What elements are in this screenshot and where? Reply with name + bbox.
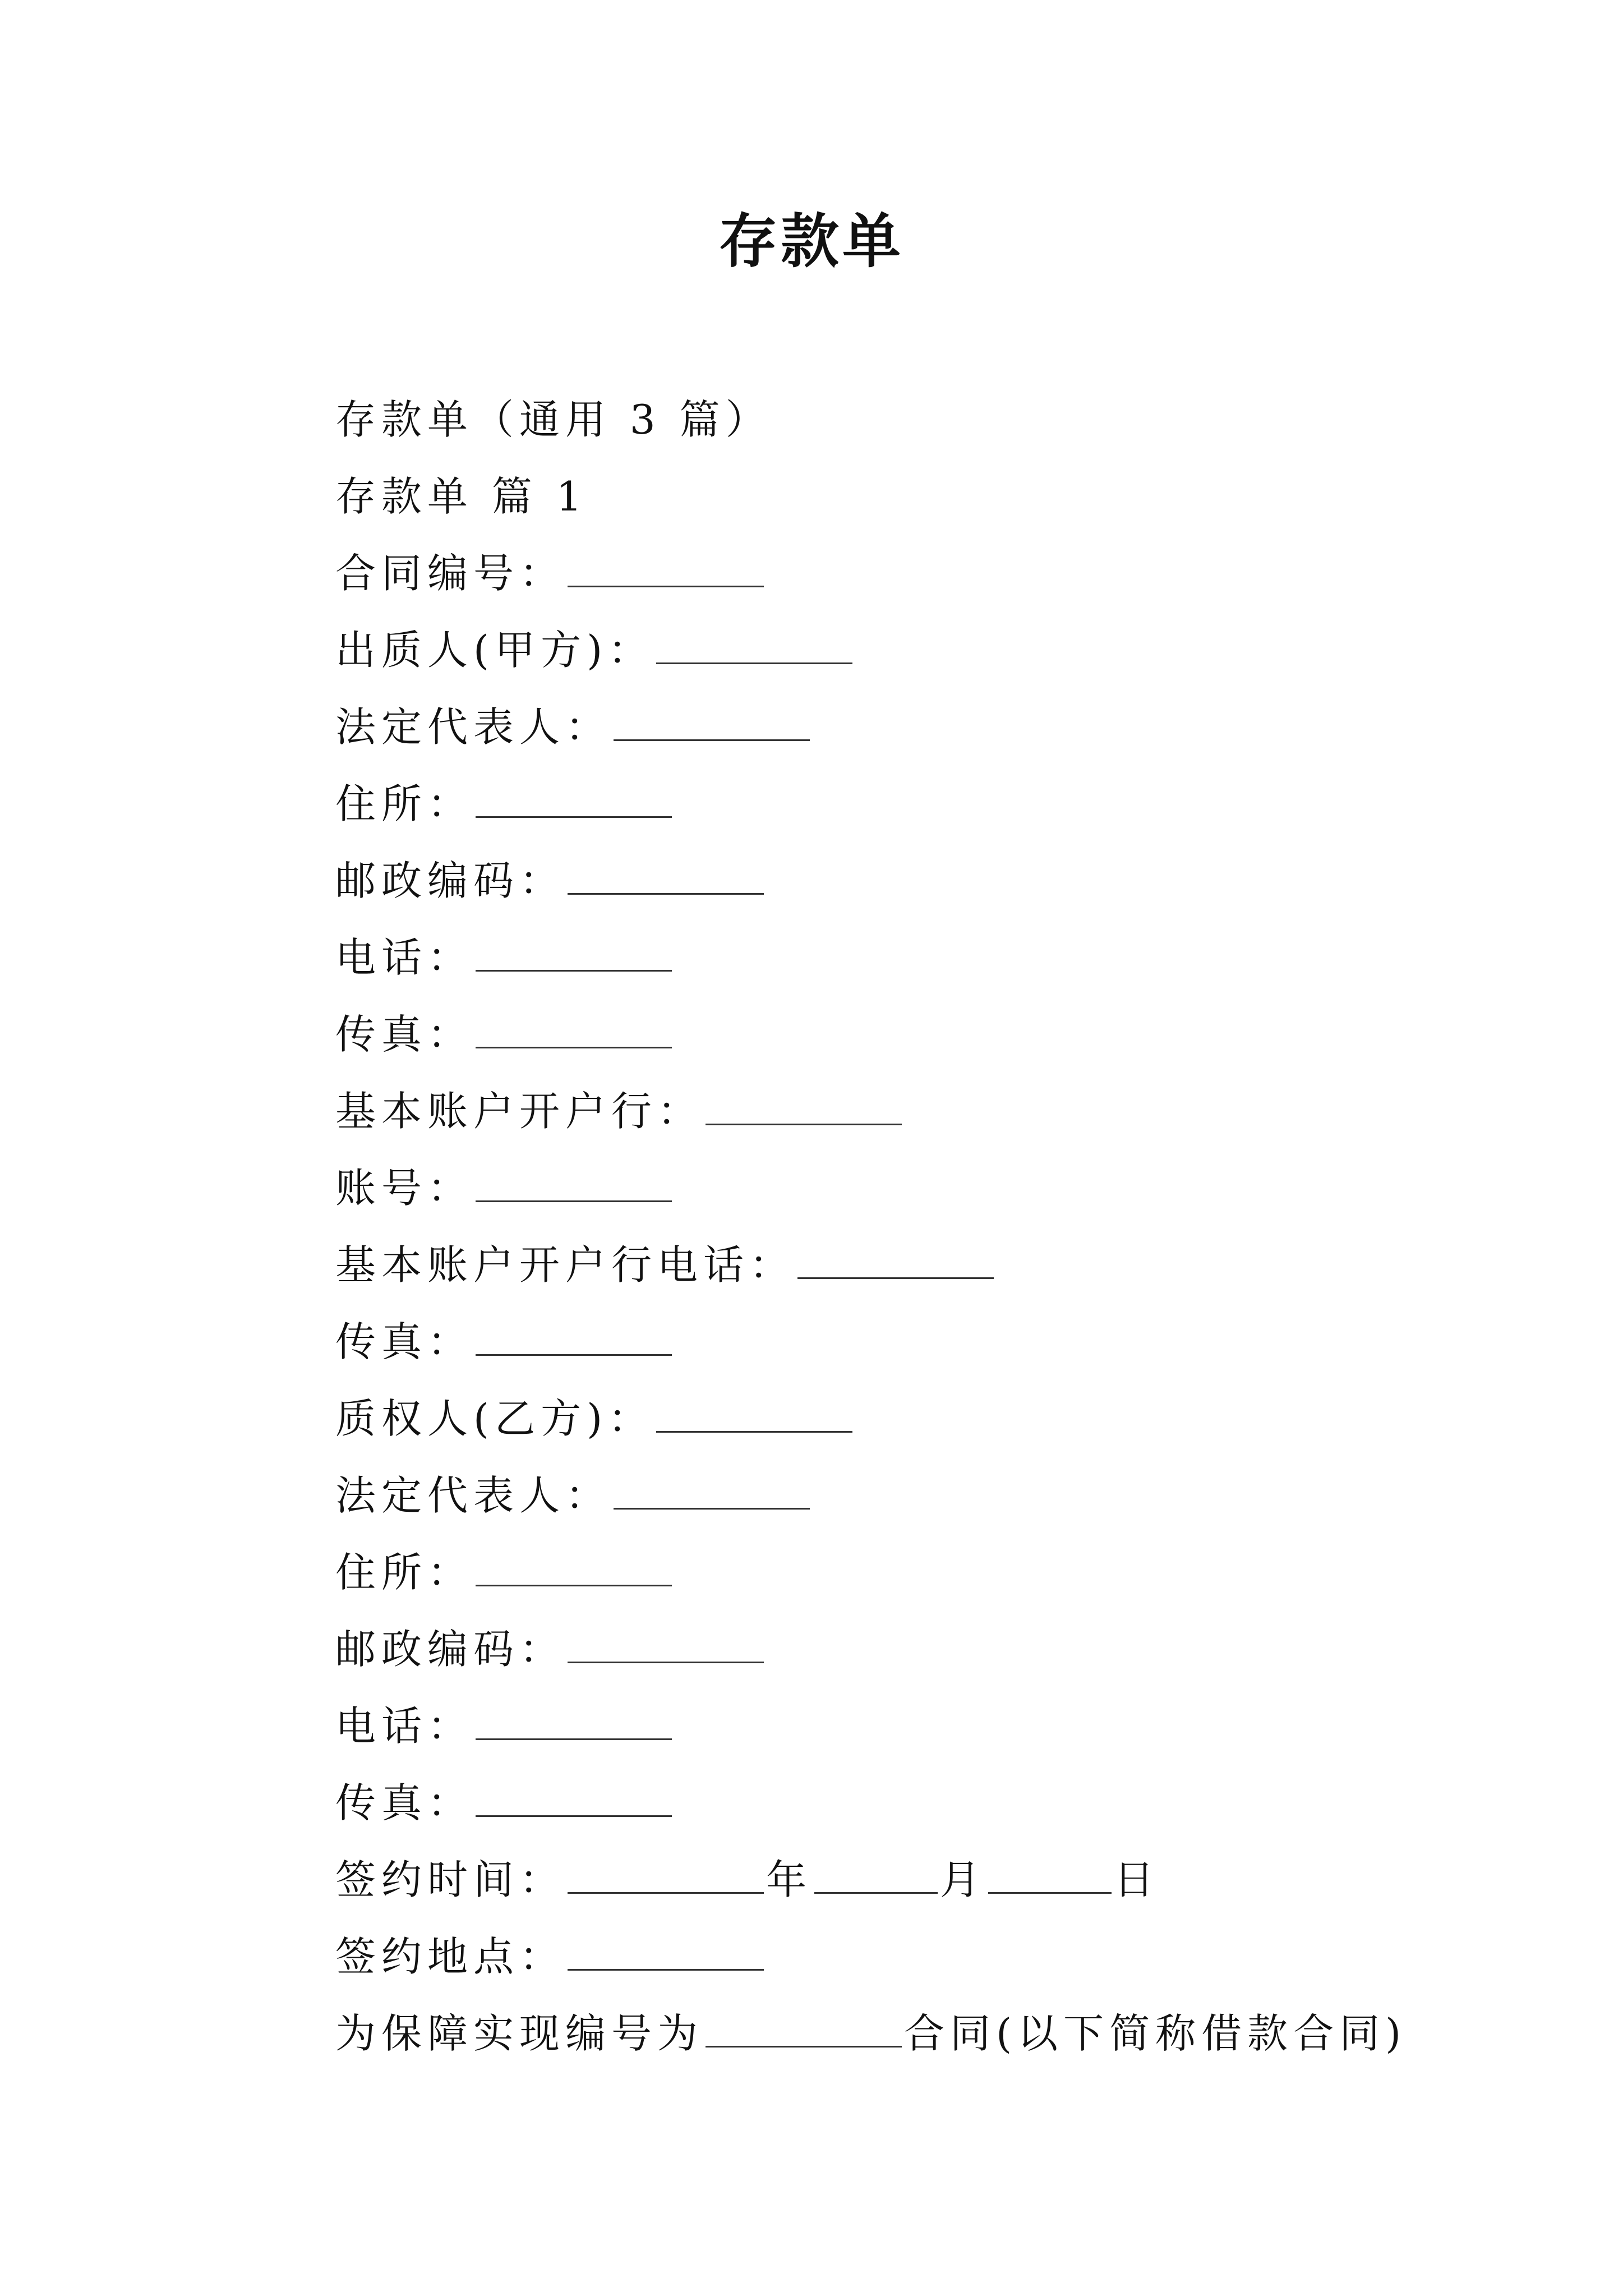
field-signing-place (335, 1918, 1457, 1995)
field-label: 电话： (335, 934, 474, 981)
fill-blank-month (814, 1856, 938, 1894)
field-label: 传真： (335, 1318, 474, 1365)
fill-blank (614, 1471, 810, 1510)
field-label: 住所： (335, 780, 474, 827)
fill-blank-day (988, 1856, 1112, 1894)
fill-blank (656, 626, 852, 664)
day-label: 日 (1114, 1856, 1160, 1903)
fill-blank (568, 1625, 764, 1663)
field-label: 邮政编码： (335, 857, 566, 904)
field-label: 出质人(甲方)： (335, 627, 654, 674)
field-fax-a (335, 996, 1457, 1073)
field-fax-b (335, 1765, 1457, 1842)
fill-blank (656, 1395, 852, 1433)
field-bank (335, 1073, 1457, 1150)
fill-blank-year (568, 1856, 764, 1894)
field-label: 住所： (335, 1549, 474, 1596)
fill-blank (476, 1318, 672, 1356)
fill-blank (797, 1241, 994, 1279)
field-label: 基本账户开户行电话： (335, 1241, 796, 1289)
field-postcode-a (335, 843, 1457, 919)
fill-blank (476, 1548, 672, 1586)
closing-prefix: 为保障实现编号为 (335, 2010, 704, 2057)
field-contract-number (335, 535, 1457, 612)
field-phone-a (335, 919, 1457, 996)
fill-blank (568, 1932, 764, 1971)
document-body (335, 381, 1457, 2072)
field-legal-representative-a (335, 689, 1457, 766)
field-account-number (335, 1150, 1457, 1227)
fill-blank (568, 857, 764, 895)
field-label: 签约地点： (335, 1933, 566, 1980)
field-label: 传真： (335, 1779, 474, 1826)
fill-blank (476, 780, 672, 818)
fill-blank (476, 933, 672, 972)
fill-blank (476, 1779, 672, 1817)
fill-blank (476, 1010, 672, 1048)
fill-blank (568, 549, 764, 587)
fill-blank-contract-number (706, 2009, 902, 2047)
field-address-b (335, 1534, 1457, 1611)
field-pledgor (335, 612, 1457, 689)
field-legal-representative-b (335, 1457, 1457, 1534)
document-subtitle: 存款单（通用 3 篇） (335, 396, 772, 443)
month-label: 月 (940, 1856, 986, 1903)
field-postcode-b (335, 1611, 1457, 1688)
year-label: 年 (766, 1856, 813, 1903)
field-bank-phone (335, 1227, 1457, 1304)
field-phone-b (335, 1688, 1457, 1765)
fill-blank (706, 1087, 902, 1125)
field-label: 电话： (335, 1703, 474, 1750)
field-label: 法定代表人： (335, 1472, 612, 1519)
field-label: 传真： (335, 1011, 474, 1058)
field-address-a (335, 766, 1457, 843)
section-heading: 存款单 篇 1 (335, 473, 588, 520)
field-label: 法定代表人： (335, 703, 612, 751)
field-bank-fax (335, 1304, 1457, 1381)
field-label: 账号： (335, 1165, 474, 1212)
field-pledgee (335, 1381, 1457, 1457)
field-label: 质权人(乙方)： (335, 1395, 654, 1442)
document-title: 存款单 (718, 206, 904, 275)
fill-blank (614, 703, 810, 741)
field-signing-date (335, 1842, 1457, 1918)
field-label: 邮政编码： (335, 1626, 566, 1673)
field-label: 基本账户开户行： (335, 1088, 704, 1135)
closing-suffix: 合同(以下简称借款合同) (904, 2010, 1407, 2057)
closing-line (335, 1995, 1457, 2072)
field-label: 签约时间： (335, 1856, 566, 1903)
field-label: 合同编号： (335, 550, 566, 597)
fill-blank (476, 1164, 672, 1202)
fill-blank (476, 1702, 672, 1740)
